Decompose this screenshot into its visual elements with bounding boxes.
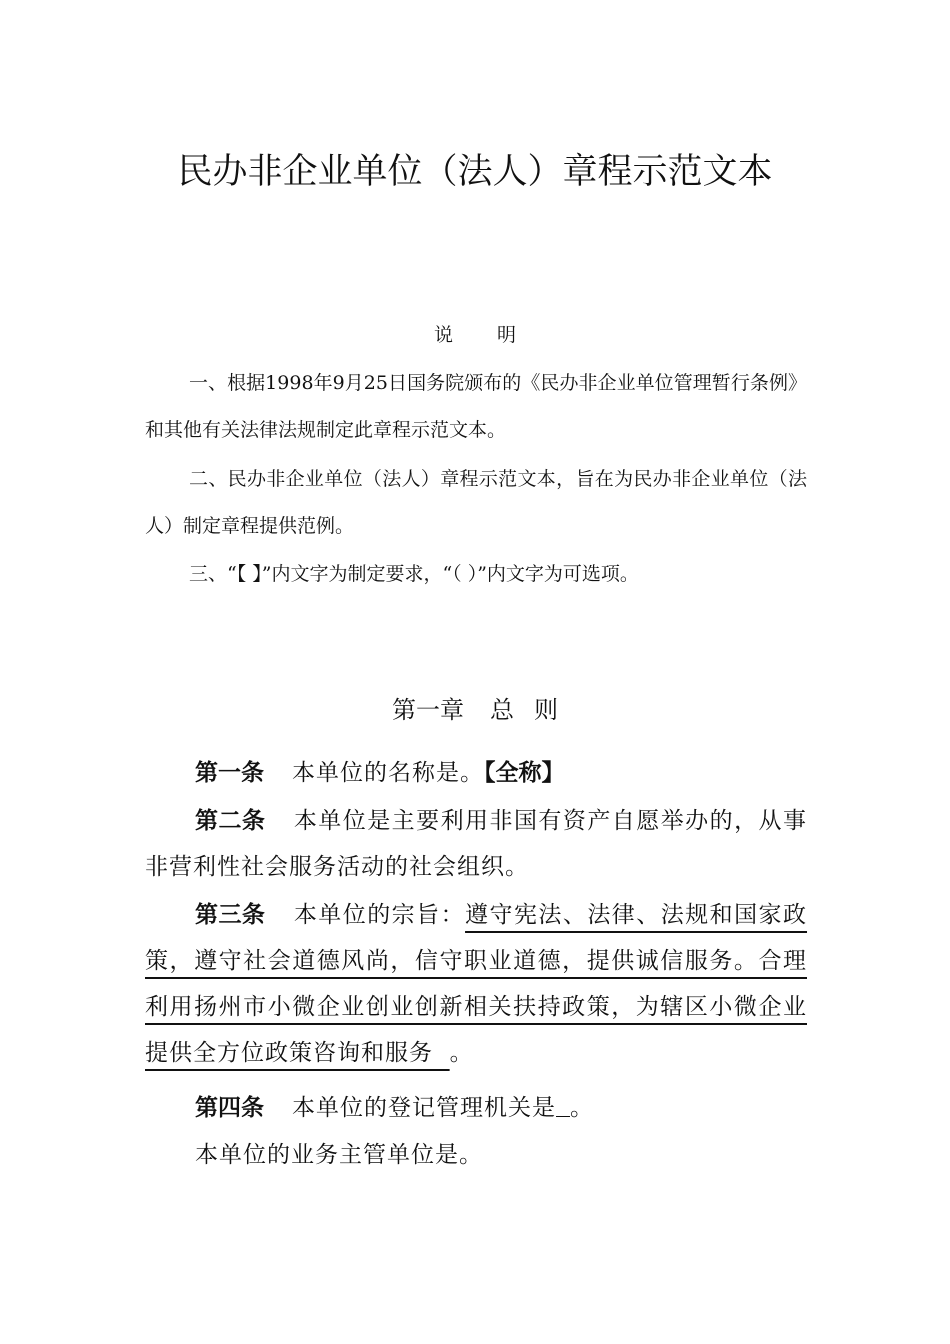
article-3-label: 第三条: [195, 902, 266, 928]
article-3-suffix: 。: [449, 1040, 474, 1066]
article-4-supervisor-text: 本单位的业务主管单位是。: [195, 1142, 483, 1168]
article-3-trailing-blank: [433, 1040, 450, 1066]
article-4: [145, 1085, 807, 1131]
chapter-number: 第一章: [392, 696, 464, 724]
article-4-text: 本单位的登记管理机关是: [292, 1095, 556, 1121]
article-1-label: 第一条: [195, 760, 264, 786]
article-4-supervisor: [145, 1132, 807, 1178]
explanation-heading: [0, 320, 950, 347]
explanation-heading-right: 明: [497, 324, 517, 346]
explanation-item-3: 三、“【 】”内文字为制定要求，“（ ）”内文字为可选项。: [189, 563, 639, 585]
chapter-heading: [0, 690, 950, 725]
article-3-purpose-fill: 遵守宪法、法律、法规和国家政策，遵守社会道德风尚，信守职业道德，提供诚信服务。合理利用扬州市小微企业创业创新相关扶持政策，为辖区小微企业提供全方位政策咨询和服务: [145, 902, 808, 1066]
article-4-label: 第四条: [195, 1095, 264, 1121]
article-1-requirement: 【全称】: [484, 760, 565, 786]
document-title: 民办非企业单位（法人）章程示范文本: [177, 152, 773, 192]
article-4-blank: [556, 1094, 570, 1117]
explanation-item-2: 二、民办非企业单位（法人）章程示范文本，旨在为民办非企业单位（法人）制定章程提供范例。: [145, 468, 807, 537]
article-2-text: 本单位是主要利用非国有资产自愿举办的，从事非营利性社会服务活动的社会组织。: [145, 808, 807, 880]
article-2-label: 第二条: [195, 808, 266, 834]
chapter-name-left: 总: [490, 696, 514, 724]
article-1: [145, 750, 807, 796]
article-1-text: 本单位的名称是。: [292, 760, 484, 786]
explanation-heading-left: 说: [433, 324, 453, 346]
explanation-item-1: 一、根据1998年9月25日国务院颁布的《民办非企业单位管理暂行条例》和其他有关法律法规制定此章程示范文本。: [145, 372, 807, 441]
article-4-suffix: 。: [570, 1095, 594, 1121]
chapter-name-right: 则: [534, 696, 558, 724]
article-3-prefix: 本单位的宗旨：: [293, 902, 466, 928]
article-2: [145, 798, 807, 890]
article-3: [145, 892, 807, 1076]
